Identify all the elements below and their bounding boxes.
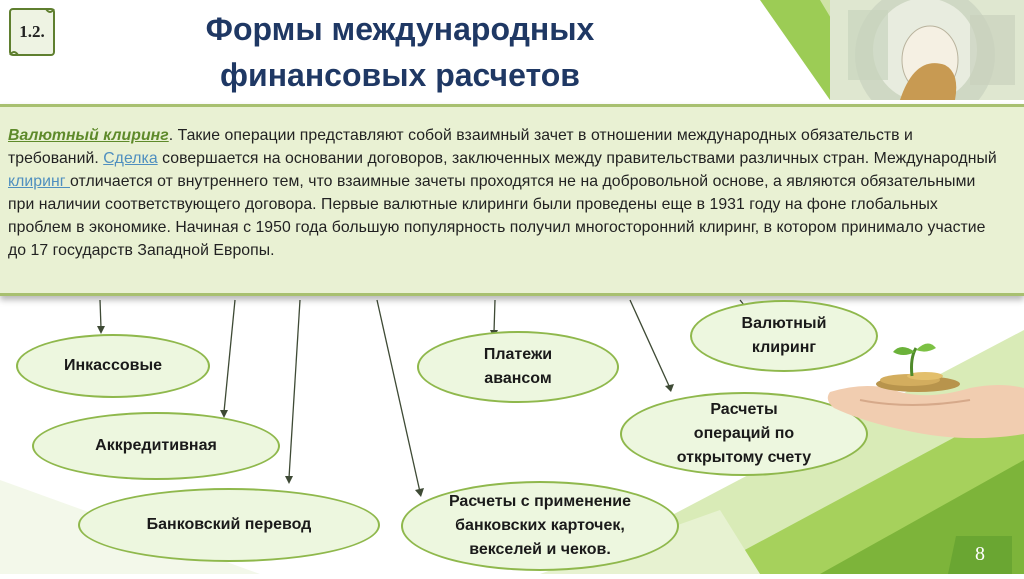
- link-deal[interactable]: Сделка: [103, 150, 158, 167]
- form-cards-line-3: векселей и чеков.: [469, 541, 611, 558]
- money-photo: [830, 0, 1024, 100]
- form-cards-bills-checks[interactable]: [401, 481, 679, 571]
- form-bank-transfer-label: Банковский перевод: [146, 516, 312, 533]
- form-collection[interactable]: [16, 334, 210, 398]
- link-clearing[interactable]: клиринг: [8, 173, 71, 190]
- term-currency-clearing[interactable]: Валютный клиринг: [8, 127, 169, 144]
- section-number: 1.2.: [19, 22, 45, 41]
- page-title: [150, 6, 650, 98]
- form-open-account-line-3: открытому счету: [676, 449, 812, 466]
- info-popup: [0, 104, 1024, 296]
- form-letter-of-credit[interactable]: [32, 412, 280, 480]
- info-text: [8, 124, 998, 262]
- form-advance-payments[interactable]: [417, 331, 619, 403]
- form-collection-label: Инкассовые: [63, 357, 163, 374]
- form-bank-transfer[interactable]: [78, 488, 380, 562]
- form-cards-line-1: Расчеты с применение: [448, 493, 632, 510]
- form-advance-payments-line-1: Платежи: [483, 346, 553, 363]
- section-badge: [6, 6, 58, 58]
- form-advance-payments-line-2: авансом: [484, 370, 552, 387]
- info-text-part-1: . Такие операции представляют собой взаимный зачет в отношении международных обязательств и требований.: [8, 127, 913, 167]
- form-currency-clearing-line-2: клиринг: [751, 339, 817, 356]
- form-open-account-line-1: Расчеты: [710, 401, 778, 418]
- form-cards-line-2: банковских карточек,: [455, 517, 625, 534]
- info-text-part-2: совершается на основании договоров, заключенных между правительствами различных стран. Международный: [157, 150, 997, 167]
- hand-with-coins-image: [800, 330, 1024, 450]
- title-line-1: Формы международных: [205, 11, 595, 47]
- info-text-part-3: отличается от внутреннего тем, что взаимные зачеты проходятся не на добровольной основе, а являются обязательными при наличии соответствующего договора. Первые валютные клиринги были проведены еще в 1931 году на фоне глобальных проблем в экономике. Начиная с 1950 года большую популярность получил многосторонний клиринг, в котором принимало участие до 17 государств Западной Европы.: [8, 173, 986, 259]
- form-open-account-line-2: операций по: [693, 425, 795, 442]
- form-letter-of-credit-label: Аккредитивная: [95, 437, 217, 454]
- title-line-2: финансовых расчетов: [220, 57, 580, 93]
- form-currency-clearing-line-1: Валютный: [741, 315, 827, 332]
- page-number: 8: [975, 543, 985, 565]
